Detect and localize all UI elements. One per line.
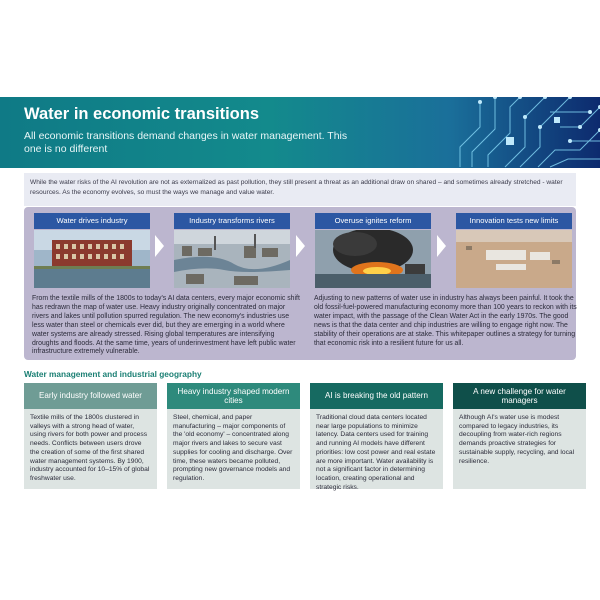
textile-mill-photo — [34, 230, 150, 288]
section-heading: Water management and industrial geography — [24, 369, 202, 379]
card-body: Steel, chemical, and paper manufacturing – major components of the 'old economy' – concentrated along major rivers and lakes to secure vast supplies for cooling and discharge. Over time, these waters became polluted, prompting new governance models and regulation. — [167, 409, 300, 489]
arrow-icon — [155, 235, 164, 257]
stage-label: Water drives industry — [34, 213, 150, 229]
page-title: Water in economic transitions — [24, 105, 260, 123]
card-title: Early industry followed water — [24, 383, 157, 409]
card-ai-pattern — [310, 383, 443, 489]
stage-label: Industry transforms rivers — [174, 213, 290, 229]
stage-label: Innovation tests new limits — [456, 213, 572, 229]
stage-industry-transforms-rivers — [174, 213, 290, 288]
card-body: Textile mills of the 1800s clustered in valleys with a strong head of water, using rivers for both power and process needs. Conflicts between users drove the creation of some of the first shared water management systems. By 1900, industry accounted for 10–15% of global freshwater use. — [24, 409, 157, 489]
card-title: A new challenge for water managers — [453, 383, 586, 409]
industrial-river-photo — [174, 230, 290, 288]
intro-paragraph: While the water risks of the AI revolution are not as externalized as past pollution, they still present a threat as an additional draw on shared – and sometimes already stretched - water resources. As the economy evolves, so must the ways we manage and value water. — [24, 173, 576, 206]
timeline-left-text: From the textile mills of the 1800s to today's AI data centers, every major economic shift has redrawn the map of water use. Heavy industry originally concentrated on major rivers and lakes until pollution spurred regulation. The new economy's industries use less water than steel or chemicals ever did, but they are emerging in a world where water systems are already stressed. Rising global temperatures are intensifying droughts and floods. At the same time, years of underinvestment have left public water infrastructure extremely vulnerable. — [32, 295, 300, 356]
card-early-industry — [24, 383, 157, 489]
stage-label: Overuse ignites reform — [315, 213, 431, 229]
stage-innovation-tests-new-limits — [456, 213, 572, 288]
timeline-right-text: Adjusting to new patterns of water use in industry has always been painful. It took the old fossil-fuel-powered manufacturing economy more than 100 years to reckon with its water impact, with the passage of the Clean Water Act in the early 1970s. The good news is that the data center and chip industries are willing to engage right now. The stability of their operations are at stake. This whitepaper outlines a strategy for turning that economic risk into a resilient future for us all. — [314, 295, 577, 347]
card-title: Heavy industry shaped modern cities — [167, 383, 300, 409]
arrow-icon — [296, 235, 305, 257]
stage-water-drives-industry — [34, 213, 150, 288]
card-body: Traditional cloud data centers located near large populations to minimize latency. Data centers used for training and running AI models have different priorities: low cost power and real estate are more important. Water availability is not a significant factor in determining location, creating operational and strategic risks. — [310, 409, 443, 489]
card-title: AI is breaking the old pattern — [310, 383, 443, 409]
timeline-panel — [24, 207, 576, 360]
page-subtitle: All economic transitions demand changes in water management. This one is no different — [24, 130, 348, 155]
stage-overuse-ignites-reform — [315, 213, 431, 288]
arrow-icon — [437, 235, 446, 257]
header-banner — [0, 97, 600, 168]
river-fire-photo — [315, 230, 431, 288]
desert-data-center-photo — [456, 230, 572, 288]
card-new-challenge — [453, 383, 586, 489]
circuit-board-graphic — [450, 97, 600, 168]
card-body: Although AI's water use is modest compared to legacy industries, its decoupling from water-rich regions demands proactive strategies for sustainable supply, recycling, and local resilience. — [453, 409, 586, 489]
card-heavy-industry — [167, 383, 300, 489]
